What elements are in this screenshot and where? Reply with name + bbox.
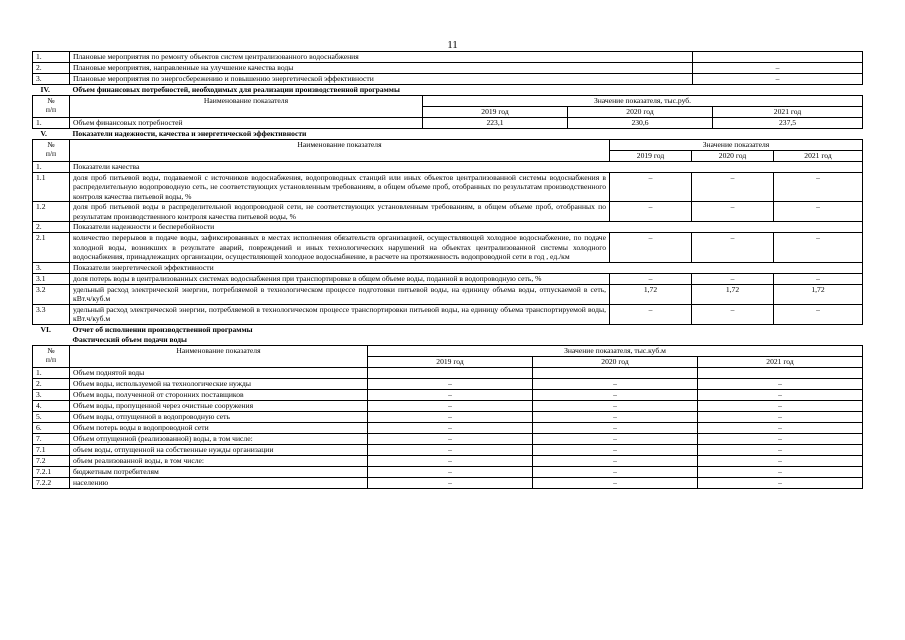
row-value-2020: – bbox=[533, 411, 698, 422]
row-group-name: Показатели энергетической эффективности bbox=[70, 262, 863, 273]
table-row bbox=[33, 202, 863, 222]
row-value-2020: 1,72 bbox=[692, 284, 774, 304]
col-header-num bbox=[33, 140, 70, 162]
row-value-2020: – bbox=[692, 233, 774, 262]
row-group-name: Показатели надежности и бесперебойности bbox=[70, 222, 863, 233]
col-header-year-2019: 2019 год bbox=[423, 107, 568, 118]
row-number: 1. bbox=[33, 162, 70, 173]
row-value-2021: – bbox=[698, 400, 863, 411]
section-5-title: Показатели надежности, качества и энергетической эффективности bbox=[72, 129, 307, 138]
row-value-2020: 230,6 bbox=[568, 118, 713, 129]
col-header-num-line2: п/п bbox=[45, 105, 57, 115]
row-group-name: Показатели качества bbox=[70, 162, 863, 173]
row-value-2019: – bbox=[368, 477, 533, 488]
row-value-2020: – bbox=[533, 444, 698, 455]
table-row bbox=[33, 378, 863, 389]
row-number: 3. bbox=[33, 389, 70, 400]
row-value-2020: – bbox=[692, 202, 774, 222]
table-row bbox=[33, 389, 863, 400]
row-value-2021: 1,72 bbox=[774, 284, 863, 304]
row-value-2021: – bbox=[698, 389, 863, 400]
row-value-2019: – bbox=[610, 273, 692, 284]
row-name: объем воды, отпущенной на собственные нужды организации bbox=[70, 444, 368, 455]
col-header-year-2020: 2020 год bbox=[568, 107, 713, 118]
row-value-2021: – bbox=[774, 233, 863, 262]
section-4-title: Объем финансовых потребностей, необходимых для реализации производственной программы bbox=[72, 85, 400, 94]
row-number: 2. bbox=[33, 63, 70, 74]
table-row bbox=[33, 173, 863, 202]
table-row bbox=[33, 118, 863, 129]
row-value-2020: – bbox=[533, 466, 698, 477]
col-header-num bbox=[33, 96, 70, 118]
row-value-2020: – bbox=[692, 273, 774, 284]
row-name: Объем поднятой воды bbox=[70, 367, 368, 378]
row-value-2019: – bbox=[610, 304, 692, 324]
row-value-2020: – bbox=[533, 455, 698, 466]
table-row bbox=[33, 422, 863, 433]
row-number: 3.2 bbox=[33, 284, 70, 304]
row-number: 7.1 bbox=[33, 444, 70, 455]
row-value-2021: – bbox=[698, 422, 863, 433]
row-value-2019: – bbox=[610, 233, 692, 262]
row-value-2019: – bbox=[610, 202, 692, 222]
section-6-subtitle: Фактический объем подачи воды bbox=[72, 334, 187, 344]
row-name: Плановые мероприятия, направленные на улучшение качества воды bbox=[70, 63, 693, 74]
row-value-2021: – bbox=[698, 378, 863, 389]
row-value-2020: – bbox=[533, 422, 698, 433]
table-row bbox=[33, 222, 863, 233]
row-number: 4. bbox=[33, 400, 70, 411]
row-value-2020: – bbox=[692, 173, 774, 202]
row-name: Плановые мероприятия по ремонту объектов систем централизованного водоснабжения bbox=[70, 52, 693, 63]
table-row bbox=[33, 304, 863, 324]
col-header-name: Наименование показателя bbox=[70, 140, 610, 162]
col-header-year-2020: 2020 год bbox=[533, 356, 698, 367]
section-6-title: Отчет об исполнении производственной программы bbox=[72, 324, 253, 334]
table-row bbox=[33, 466, 863, 477]
row-name: Объем воды, отпущенной в водопроводную сеть bbox=[70, 411, 368, 422]
row-value-2020: – bbox=[533, 389, 698, 400]
table-row bbox=[33, 262, 863, 273]
row-value-2021: – bbox=[774, 173, 863, 202]
row-name: Объем воды, пропущенной через очистные сооружения bbox=[70, 400, 368, 411]
table-row bbox=[33, 162, 863, 173]
document-content bbox=[32, 51, 862, 489]
row-value-2021: – bbox=[698, 477, 863, 488]
row-value-2021: – bbox=[774, 273, 863, 284]
table-row bbox=[33, 74, 863, 85]
section-4-number: IV. bbox=[40, 85, 50, 94]
row-value-2021: 237,5 bbox=[713, 118, 863, 129]
row-value-2019 bbox=[368, 367, 533, 378]
row-value-2021 bbox=[698, 367, 863, 378]
page-number: 11 bbox=[447, 39, 458, 51]
row-value: – bbox=[693, 63, 863, 74]
row-value-2019: – bbox=[368, 411, 533, 422]
row-name: населению bbox=[70, 477, 368, 488]
row-number: 3.3 bbox=[33, 304, 70, 324]
row-value-2019: – bbox=[368, 422, 533, 433]
col-header-year-2019: 2019 год bbox=[610, 151, 692, 162]
row-value-2020: – bbox=[533, 378, 698, 389]
row-name: количество перерывов в подаче воды, зафиксированных в местах исполнения обязательств организацией, осуществляющей холодное водоснабжение, по подаче холодной воды, возникших в результате аварий, повреждений и иных технологических нарушений на объектах централизованной системы холодного водоснабжения, принадлежащих организации, осуществляющей холодное водоснабжение, в расчете на протяженность водопроводной сети в год , ед./км bbox=[70, 233, 610, 262]
row-value-2020: – bbox=[533, 433, 698, 444]
row-value-2019: – bbox=[368, 466, 533, 477]
row-value-2020: – bbox=[692, 304, 774, 324]
table-row bbox=[33, 273, 863, 284]
row-name: Объем воды, используемой на технологические нужды bbox=[70, 378, 368, 389]
row-number: 1.2 bbox=[33, 202, 70, 222]
col-header-year-2021: 2021 год bbox=[698, 356, 863, 367]
row-value-2020 bbox=[533, 367, 698, 378]
table-row bbox=[33, 367, 863, 378]
row-name: удельный расход электрической энергии, потребляемой в технологическом процессе транспортировки питьевой воды, на единицу объема транспортируемой воды, кВт.ч/куб.м bbox=[70, 304, 610, 324]
row-value-2021: – bbox=[698, 444, 863, 455]
row-number: 7.2.1 bbox=[33, 466, 70, 477]
row-number: 2. bbox=[33, 222, 70, 233]
row-name: Объем воды, полученной от сторонних поставщиков bbox=[70, 389, 368, 400]
col-header-num-line1: № bbox=[47, 140, 55, 149]
section-5-number: V. bbox=[40, 129, 47, 138]
row-number: 3. bbox=[33, 74, 70, 85]
col-header-value: Значение показателя bbox=[610, 140, 863, 151]
table-row bbox=[33, 455, 863, 466]
row-value-2020: – bbox=[533, 400, 698, 411]
row-name: Объем потерь воды в водопроводной сети bbox=[70, 422, 368, 433]
row-value bbox=[693, 52, 863, 63]
row-name: объем реализованной воды, в том числе: bbox=[70, 455, 368, 466]
row-number: 7. bbox=[33, 433, 70, 444]
table-row bbox=[33, 444, 863, 455]
row-number: 6. bbox=[33, 422, 70, 433]
row-value-2021: – bbox=[774, 304, 863, 324]
row-name: Плановые мероприятия по энергосбережению и повышению энергетической эффективности bbox=[70, 74, 693, 85]
table-row bbox=[33, 477, 863, 488]
col-header-num-line2: п/п bbox=[45, 149, 57, 159]
row-value-2019: – bbox=[368, 378, 533, 389]
col-header-year-2020: 2020 год bbox=[692, 151, 774, 162]
col-header-year-2021: 2021 год bbox=[713, 107, 863, 118]
row-number: 1. bbox=[33, 367, 70, 378]
row-value-2021: – bbox=[774, 202, 863, 222]
section-4-table bbox=[32, 85, 863, 129]
col-header-num-line1: № bbox=[47, 345, 55, 355]
row-value-2019: – bbox=[368, 455, 533, 466]
row-value-2021: – bbox=[698, 466, 863, 477]
row-value-2019: – bbox=[368, 444, 533, 455]
table-row bbox=[33, 63, 863, 74]
row-value-2021: – bbox=[698, 455, 863, 466]
row-number: 2.1 bbox=[33, 233, 70, 262]
section-6-number: VI. bbox=[40, 324, 51, 334]
row-value: – bbox=[693, 74, 863, 85]
col-header-name: Наименование показателя bbox=[70, 96, 423, 118]
col-header-num bbox=[33, 345, 70, 367]
row-value-2019: 223,1 bbox=[423, 118, 568, 129]
row-value-2020: – bbox=[533, 477, 698, 488]
row-number: 5. bbox=[33, 411, 70, 422]
row-name: удельный расход электрической энергии, потребляемой в технологическом процессе подготовки питьевой воды, на единицу объема воды, отпускаемой в сеть, кВт.ч/куб.м bbox=[70, 284, 610, 304]
table-row bbox=[33, 433, 863, 444]
row-number: 3.1 bbox=[33, 273, 70, 284]
row-value-2019: 1,72 bbox=[610, 284, 692, 304]
col-header-num-line2: п/п bbox=[45, 355, 57, 365]
row-name: доля потерь воды в централизованных системах водоснабжения при транспортировке в общем объеме воды, поданной в водопроводную сеть, % bbox=[70, 273, 610, 284]
row-name: Объем финансовых потребностей bbox=[70, 118, 423, 129]
row-number: 7.2 bbox=[33, 455, 70, 466]
row-value-2019: – bbox=[368, 400, 533, 411]
row-name: бюджетным потребителям bbox=[70, 466, 368, 477]
table-row bbox=[33, 52, 863, 63]
col-header-num-line1: № bbox=[47, 96, 55, 105]
section-5-table bbox=[32, 129, 863, 325]
row-number: 1. bbox=[33, 118, 70, 129]
row-value-2019: – bbox=[368, 433, 533, 444]
row-value-2019: – bbox=[368, 389, 533, 400]
row-value-2021: – bbox=[698, 411, 863, 422]
table-row bbox=[33, 411, 863, 422]
row-value-2021: – bbox=[698, 433, 863, 444]
row-name: Объем отпущенной (реализованной) воды, в том числе: bbox=[70, 433, 368, 444]
row-name: доля проб питьевой воды, подаваемой с источников водоснабжения, водопроводных станций или иных объектов централизованной системы водоснабжения в распределительную водопроводную сеть, не соответствующих установленным требованиям, в общем объеме проб, отобранных по результатам производственного контроля качества питьевой воды, % bbox=[70, 173, 610, 202]
row-number: 2. bbox=[33, 378, 70, 389]
row-number: 7.2.2 bbox=[33, 477, 70, 488]
table-row bbox=[33, 233, 863, 262]
planned-measures-table bbox=[32, 51, 863, 85]
row-number: 1. bbox=[33, 52, 70, 63]
col-header-year-2019: 2019 год bbox=[368, 356, 533, 367]
table-row bbox=[33, 284, 863, 304]
col-header-name: Наименование показателя bbox=[70, 345, 368, 367]
table-row bbox=[33, 400, 863, 411]
row-number: 1.1 bbox=[33, 173, 70, 202]
col-header-value: Значение показателя, тыс.куб.м bbox=[368, 345, 863, 356]
row-number: 3. bbox=[33, 262, 70, 273]
col-header-year-2021: 2021 год bbox=[774, 151, 863, 162]
row-name: доля проб питьевой воды в распределительной водопроводной сети, не соответствующих установленным требованиям, в общем объеме проб, отобранных по результатам производственного контроля качества питьевой воды, % bbox=[70, 202, 610, 222]
col-header-value: Значение показателя, тыс.руб. bbox=[423, 96, 863, 107]
section-6-table bbox=[32, 325, 863, 489]
row-value-2019: – bbox=[610, 173, 692, 202]
